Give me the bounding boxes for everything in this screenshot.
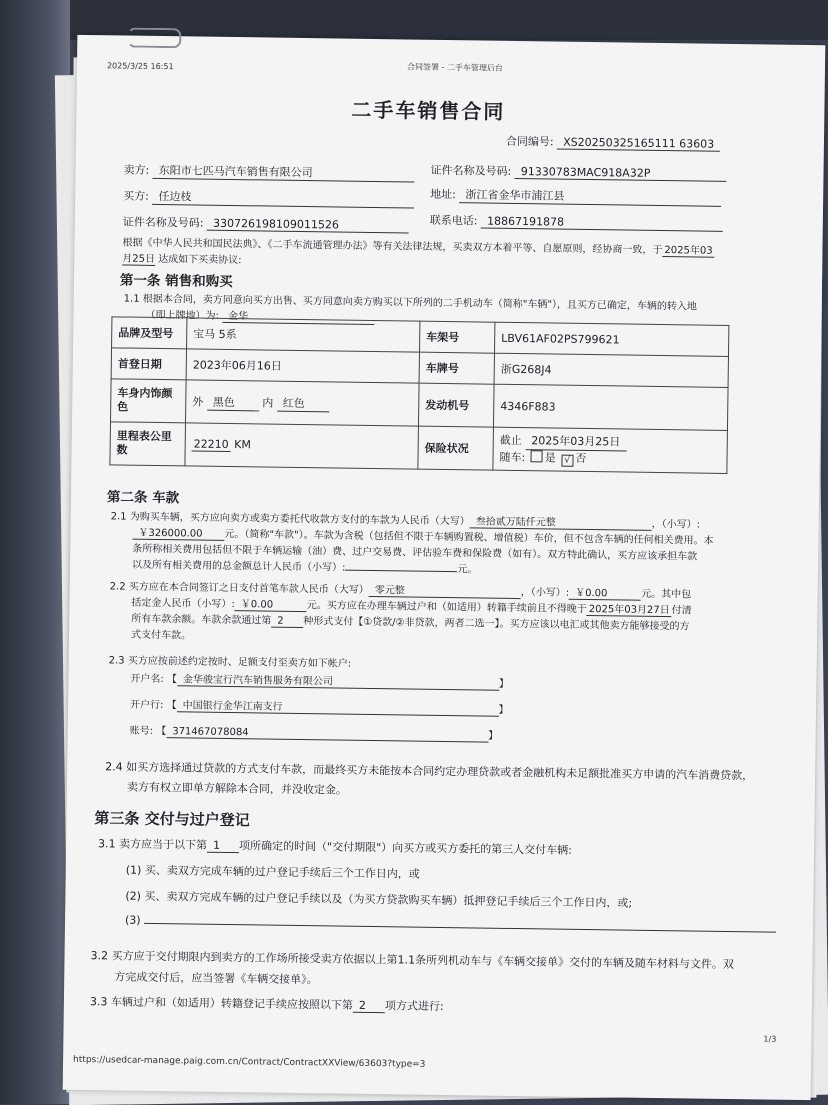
paper-clip-icon <box>127 28 181 49</box>
delivery-option-1: (1) 买、卖双方完成车辆的过户登记手续后三个工作日内，或 <box>125 863 420 881</box>
clause-2-4: 2.4 如买方选择通过贷款的方式支付车款，而最终买方未能按本合同约定办理贷款或者金融机构未足额批准买方申请的汽车消费贷款， 卖方有权立即单方解除本合同，并没收定金。 <box>105 760 754 797</box>
payment-method: 2 <box>271 616 303 628</box>
footer-url[interactable]: https://usedcar-manage.paig.com.cn/Contract/ContractXXView/63603?type=3 <box>73 1054 426 1070</box>
clause-3-1: 3.1 卖方应当于以下第 1 项所确定的时间（"交付期限"）向买方或买方委托的第三人交付车辆: <box>98 837 572 857</box>
print-date: 2025/3/25 16:51 <box>106 61 174 72</box>
first-payment-upper: 零元整 <box>369 581 521 599</box>
clause-2-1: 2.1 为购买车辆，买方应向卖方或卖方委托代收款方支付的车款为人民币（大写） 叁拾贰万陆仟元整 ，（小写）: <box>110 511 701 531</box>
clause-1-1: 1.1 根据本合同，卖方同意向买方出售、买方同意向卖方购买以下所列的二手机动车（简称"车辆"），且买方已确定，车辆的转入地 <box>123 293 698 313</box>
delivery-option-2: (2) 买、卖双方完成车辆的过户登记手续以及（为买方贷款购买车辆）抵押登记手续后三个工作日内，或; <box>125 889 633 910</box>
phone-row: 联系电话: 18867191878 <box>430 212 723 232</box>
car-outer-color: 黑色 <box>207 393 259 411</box>
account-name-row: 开户名: 【 金华骏宝行汽车销售服务有限公司 】 <box>130 670 509 691</box>
price-upper: 叁拾贰万陆仟元整 <box>470 512 652 531</box>
contract-page: 2025/3/25 16:51 合同签署 - 二手车管理后台 二手车销售合同 合同编号: XS20250325165111 63603 卖方: 东阳市七匹马汽车销售有限公司 证件名称及号码: 91330783MAC918A32P 买方: 任边枝 地址: 浙江省金华市浦江县 证件名称及号码: 330726198109011526 联系电话: 18867191878 根据《中华人民共和国民法典》、《二手车流通管理办法》等有关法律法规，买卖双方本着平等、自愿原则，经协商一致，于 2025年03 月25日 达成如下买卖协议: 第一条 销售和购买 1.1 根据本合同，卖方同意向买方出售、买方同意向卖方购买以下所列的二手机动车（简称"车辆"），且买方已确定，车辆的转入地 （即上牌地）为: 金华 品牌及型号 宝马 5系 车架号 LBV61AF02PS799621 首登日期 2023年06月16日 车牌号 浙G268J4 车身内饰颜 色 外 黑色 内 红色 发动机号 4346F883 里程表公里 数 22210 KM 保险状况 截止 2025年03月25日 随车: 是 √ 否 第二条 车款 2.1 为购买车辆，买方应向卖方或卖方委托代收款方支付的车款为人民币（大写） 叁拾贰万陆仟元整 ，（小写）: ￥326000.00 元。（简称"车款"）。车款为含税（包括但不限于车辆购置税、增值税）车价，但不包含车辆的任何相关费用。本 条所称相关费用包括但不限于车辆运输（油）费、过户交易费、评估验车费和保险费（如有）。双方特此确认，买方应该承担车款 以及所有相关费用的总金额总计人民币（小写）: 元。 2.2 买方应在本合同签订之日支付首笔车款人民币（大写） 零元整 ，（小写）: ￥0.00 元。其中包 括定金人民币（小写）: ￥0.00 元。买方应在办理车辆过户和（如适用）转籍手续前且不得晚于 2025年03月27日 付清 所有车款余额。车款余款通过第 2 种形式支付【①贷款/②非贷款，两者二选一】。买方应该以电汇或其他卖方能够接受的方 式支付车款。 2.3 买方应按前述约定按时、足额支付至卖方如下帐户: 开户名: 【 金华骏宝行汽车销售服务有限公司 】 开户行: 【 中国银行金华江南支行 】 账号: 【 371467078084 】 2.4 如买方选择通过贷款的方式支付车款，而最终买方未能按本合同约定办理贷款或者金融机构未足额批准买方申请的汽车消费贷款， 卖方有权立即单方解除本合同，并没收定金。 第三条 交付与过户登记 3.1 卖方应当于以下第 1 项所确定的时间（"交付期限"）向买方或买方委托的第三人交付车辆: (1) 买、卖双方完成车辆的过户登记手续后三个工作日内，或 (2) 买、卖双方完成车辆的过户登记手续以及（为买方贷款购买车辆）抵押登记手续后三个工作日内，或; (3) 3.2 买方应于交付期限内到卖方的工作场所接受卖方依据以上第1.1条所列机动车与《车辆交接单》交付的车辆及随车材料与文件。双 方完成交付后，应当签署《车辆交接单》。 3.3 车辆过户和（如适用）转籍登记手续应按照以下第 2 项方式进行: 1/3 https://usedcar-manage.paig.com.cn/Contract/ContractXXView/63603?type=3 <box>63 35 826 1100</box>
car-engine: 4346F883 <box>493 384 728 430</box>
car-plate: 浙G268J4 <box>494 353 728 387</box>
car-inner-color: 红色 <box>277 394 329 412</box>
clause-2-3: 2.3 买方应按前述约定按时、足额支付至卖方如下帐户: <box>108 655 352 670</box>
app-title: 合同签署 - 二手车管理后台 <box>406 62 504 73</box>
intro-line-1: 根据《中华人民共和国民法典》、《二手车流通管理办法》等有关法律法规，买卖双方本着平等、自愿原则，经协商一致，于 2025年03 <box>122 233 714 257</box>
address-row: 地址: 浙江省金华市浦江县 <box>430 186 721 207</box>
table-row: 里程表公里 数 22210 KM 保险状况 截止 2025年03月25日 随车: 是 √ 否 <box>110 422 728 474</box>
transfer-location: 金华 <box>222 307 374 325</box>
article-3-heading: 第三条 交付与过户登记 <box>94 809 250 830</box>
clause-3-2: 3.2 买方应于交付期限内到卖方的工作场所接受卖方依据以上第1.1条所列机动车与《车辆交接单》交付的车辆及随车材料与文件。双 方完成交付后，应当签署《车辆交接单》。 <box>90 949 735 987</box>
buyer-address: 浙江省金华市浦江县 <box>459 186 721 207</box>
buyer-phone: 18867191878 <box>481 214 723 231</box>
clause-2-2: 2.2 买方应在本合同签订之日支付首笔车款人民币（大写） 零元整 ，（小写）: ￥0.00 元。其中包 <box>109 581 692 601</box>
seller-name: 东阳市七匹马汽车销售有限公司 <box>153 162 415 183</box>
buyer-id-row: 证件名称及号码: 330726198109011526 <box>123 213 409 233</box>
bank-name: 中国银行金华江南支行 <box>177 696 499 716</box>
account-number: 371467078084 <box>166 726 488 742</box>
contract-number-row: 合同编号: XS20250325165111 63603 <box>506 133 720 152</box>
buyer-name: 任边枝 <box>152 188 414 209</box>
table-row: 品牌及型号 宝马 5系 车架号 LBV61AF02PS799621 <box>112 317 729 357</box>
bank-row: 开户行: 【 中国银行金华江南支行 】 <box>130 696 509 717</box>
desk-background-top <box>0 0 828 40</box>
account-name: 金华骏宝行汽车销售服务有限公司 <box>177 670 499 690</box>
table-row: 首登日期 2023年06月16日 车牌号 浙G268J4 <box>111 348 728 388</box>
car-vin: LBV61AF02PS799621 <box>494 322 728 356</box>
insurance-until: 2025年03月25日 <box>525 433 626 451</box>
vehicle-info-table <box>109 316 729 474</box>
car-mileage: 22210 <box>192 437 231 452</box>
final-payment-date: 2025年03月27日 <box>587 600 672 617</box>
buyer-row: 买方: 任边枝 <box>123 187 414 208</box>
checkbox-no-checked-icon[interactable]: √ <box>561 454 573 466</box>
table-row: 车身内饰颜 色 外 黑色 内 红色 发动机号 4346F883 <box>111 379 729 431</box>
clause-3-3: 3.3 车辆过户和（如适用）转籍登记手续应按照以下第 2 项方式进行: <box>89 995 444 1014</box>
seller-row: 卖方: 东阳市七匹马汽车销售有限公司 <box>123 161 414 182</box>
deposit: ￥0.00 <box>235 595 307 612</box>
page-number: 1/3 <box>763 1034 777 1044</box>
seller-id-row: 证件名称及号码: 91330783MAC918A32P <box>430 162 726 182</box>
account-number-row: 账号: 【 371467078084 】 <box>129 725 499 742</box>
article-1-heading: 第一条 销售和购买 <box>119 272 233 291</box>
first-payment-lower: ￥0.00 <box>569 584 641 601</box>
seller-id: 91330783MAC918A32P <box>515 165 727 182</box>
clause-1-1-cont: （即上牌地）为: 金华 <box>145 306 374 325</box>
checkbox-yes-icon[interactable] <box>531 450 543 462</box>
delivery-item: 1 <box>207 839 239 853</box>
intro-line-2: 月25日 达成如下买卖协议: <box>122 249 242 267</box>
contract-number: XS20250325165111 63603 <box>557 136 720 152</box>
delivery-option-3: (3) <box>125 914 776 936</box>
price-lower: ￥326000.00 <box>132 524 224 541</box>
buyer-id: 330726198109011526 <box>207 217 409 234</box>
document-title: 二手车销售合同 <box>351 97 506 124</box>
car-reg-date: 2023年06月16日 <box>186 349 419 383</box>
transfer-method-item: 2 <box>353 999 385 1013</box>
article-2-heading: 第二条 车款 <box>106 489 180 507</box>
car-brand: 宝马 5系 <box>187 318 420 352</box>
